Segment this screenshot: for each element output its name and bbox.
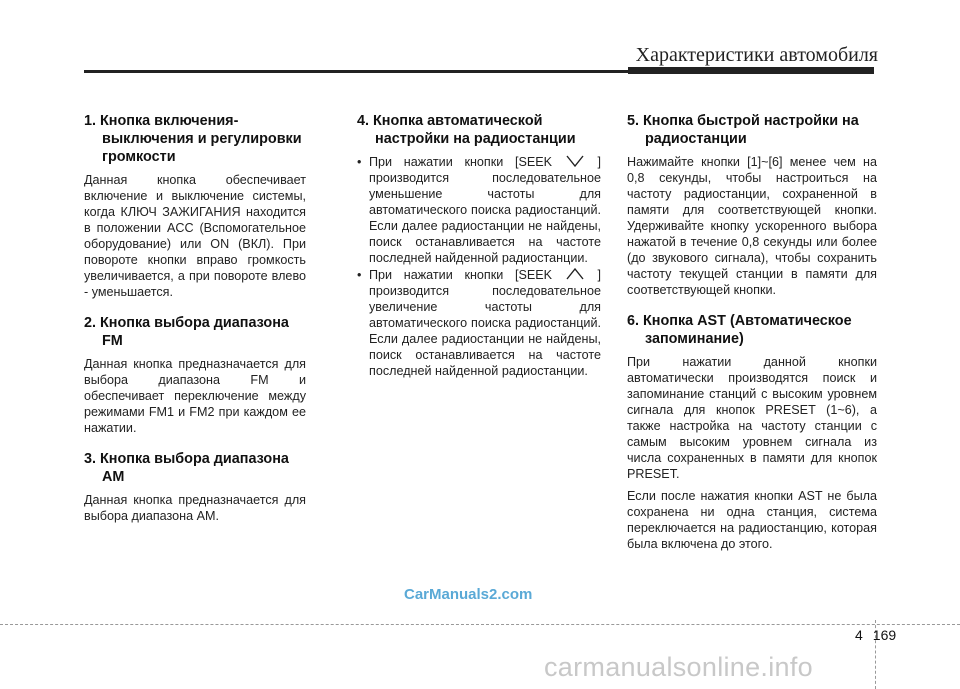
column-1 xyxy=(84,112,306,538)
seek-up-post: ] производится последовательное увеличение частоты для автоматического поиска радиостанций. Если далее радиостанции не найдены, поиск останавливается на частоте последней найденной радиостанции. xyxy=(369,268,602,378)
section-5-title: 5. Кнопка быстрой настройки на радиостанции xyxy=(627,113,859,147)
list-item xyxy=(357,267,601,379)
chevron-up-icon xyxy=(564,267,586,281)
column-3 xyxy=(627,112,877,566)
seek-up-pre: При нажатии кнопки [SEEK xyxy=(369,268,553,282)
seek-down-post: ] производится последовательное уменьшение частоты для автоматического поиска радиостанций. Если далее радиостанции не найдены, поиск останавливается на частоте последней найденной радиостанции. xyxy=(369,155,602,265)
section-2-text: Данная кнопка предназначается для выбора диапазона FM и обеспечивает переключение между режимами FM1 и FM2 при каждом ее нажатии. xyxy=(84,357,306,435)
section-1-text: Данная кнопка обеспечивает включение и выключение системы, когда КЛЮЧ ЗАЖИГАНИЯ находится в положении ACC (Вспомогательное оборудование) или ON (ВКЛ). При повороте кнопки вправо громкость увеличивается, а при повороте влево - уменьшается. xyxy=(84,173,306,299)
chevron-down-icon xyxy=(564,154,586,168)
page-number xyxy=(855,627,896,643)
watermark-link[interactable]: CarManuals2.com xyxy=(404,586,533,603)
section-3-text: Данная кнопка предназначается для выбора диапазона AM. xyxy=(84,493,306,523)
header-rule-accent xyxy=(628,67,874,74)
footer-divider xyxy=(0,624,960,625)
page-number-value: 169 xyxy=(872,627,897,643)
section-6-title: 6. Кнопка AST (Автоматическое запоминание) xyxy=(627,313,852,347)
header-title: Характеристики автомобиля xyxy=(635,44,878,66)
section-3-title: 3. Кнопка выбора диапазона AM xyxy=(84,451,289,485)
section-6-text-2: Если после нажатия кнопки AST не была сохранена ни одна станция, система переключается на радиостанцию, которая была включена до этого. xyxy=(627,489,877,551)
section-4-title: 4. Кнопка автоматической настройки на радиостанции xyxy=(357,113,576,147)
bullet: • xyxy=(357,268,362,282)
site-footer-link[interactable]: carmanualsonline.info xyxy=(544,652,813,682)
bullet: • xyxy=(357,155,362,169)
section-6-text-1: При нажатии данной кнопки автоматически производятся поиск и запоминание станций с высоким уровнем сигнала для кнопок PRESET (1~6), а также настройка на частоту станции с самым высоким уровнем сигнала из числа сохраненных в памяти для кнопок PRESET. xyxy=(627,355,877,481)
section-5-text: Нажимайте кнопки [1]~[6] менее чем на 0,8 секунды, чтобы настроиться на частоту радиостанции, сохраненной в памяти для соответствующей кнопки. Удерживайте кнопку ускоренного выбора нажатой в течение 0,8 секунды или более (до звукового сигнала), чтобы сохранить частоту текущей станции в памяти для соответствующей кнопки. xyxy=(627,155,877,297)
column-2 xyxy=(357,112,601,380)
seek-down-pre: При нажатии кнопки [SEEK xyxy=(369,155,553,169)
list-item xyxy=(357,154,601,266)
section-2-title: 2. Кнопка выбора диапазона FM xyxy=(84,315,289,349)
section-number: 4 xyxy=(855,627,863,643)
section-1-title: 1. Кнопка включения-выключения и регулировки громкости xyxy=(84,113,302,165)
seek-list xyxy=(357,154,601,379)
